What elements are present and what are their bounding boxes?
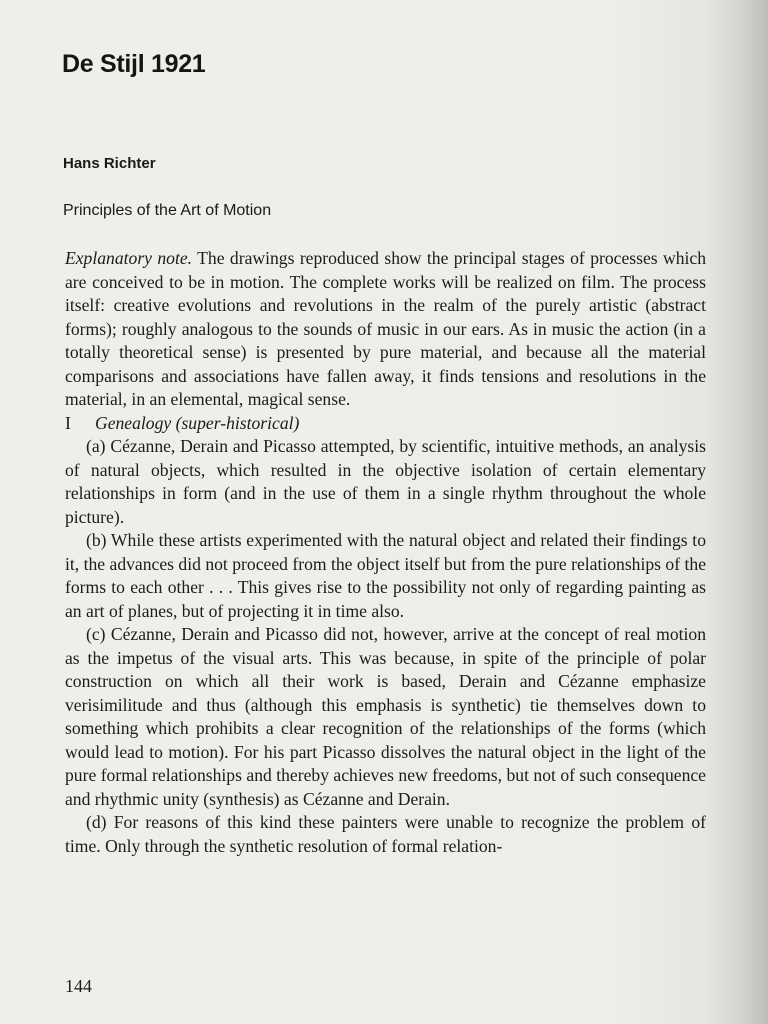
note-label: Explanatory note.: [65, 248, 193, 268]
paragraph-c: (c) Cézanne, Derain and Picasso did not, however, arrive at the concept of real motion as the impetus of the visual arts. This was because, in spite of the principle of polar construction on which all their work is based, Derain and Cézanne emphasize verisimilitude and thus (although this emphasis is synthetic) tie themselves down to something which prohibits a clear recognition of the relationships of the forms (which would lead to motion). For his part Picasso dissolves the natural object in the light of the pure formal relationships and thereby achieves new freedoms, but not of such consequence and rhythmic unity (synthesis) as Cézanne and Derain.: [65, 624, 706, 809]
section-number: I: [65, 412, 71, 433]
section-heading-text: Genealogy (super-historical): [95, 412, 300, 433]
essay-title: Principles of the Art of Motion: [63, 202, 272, 219]
explanatory-note: [65, 247, 706, 412]
author-name: Hans Richter: [63, 155, 156, 172]
page-title: De Stijl 1921: [62, 50, 206, 78]
paragraph-d: (d) For reasons of this kind these painters were unable to recognize the problem of time. Only through the synthetic resolution of formal relation-: [65, 812, 706, 856]
paragraph-a: (a) Cézanne, Derain and Picasso attempted, by scientific, intuitive methods, an analysis of natural objects, which resulted in the objective isolation of certain elementary relationships in form (and in the use of them in a single rhythm throughout the whole picture).: [65, 436, 706, 527]
paragraph-b: (b) While these artists experimented with the natural object and related their findings to it, the advances did not proceed from the object itself but from the pure relationships of the forms to each other . . . This gives rise to the possibility not only of regarding painting as an art of planes, but of projecting it in time also.: [65, 530, 706, 621]
section-heading: [65, 412, 706, 436]
body-text: [65, 247, 706, 858]
note-text: The drawings reproduced show the principal stages of processes which are conceived to be in motion. The complete works will be realized on film. The process itself: creative evolutions and revolutions in the realm of the purely artistic (abstract forms); roughly analogous to the sounds of music in our ears. As in music the action (in a totally theoretical sense) is presented by pure material, and because all the material comparisons and associations have fallen away, it finds tensions and resolutions in the material, in an elemental, magical sense.: [65, 248, 707, 409]
page-number: 144: [65, 976, 92, 996]
